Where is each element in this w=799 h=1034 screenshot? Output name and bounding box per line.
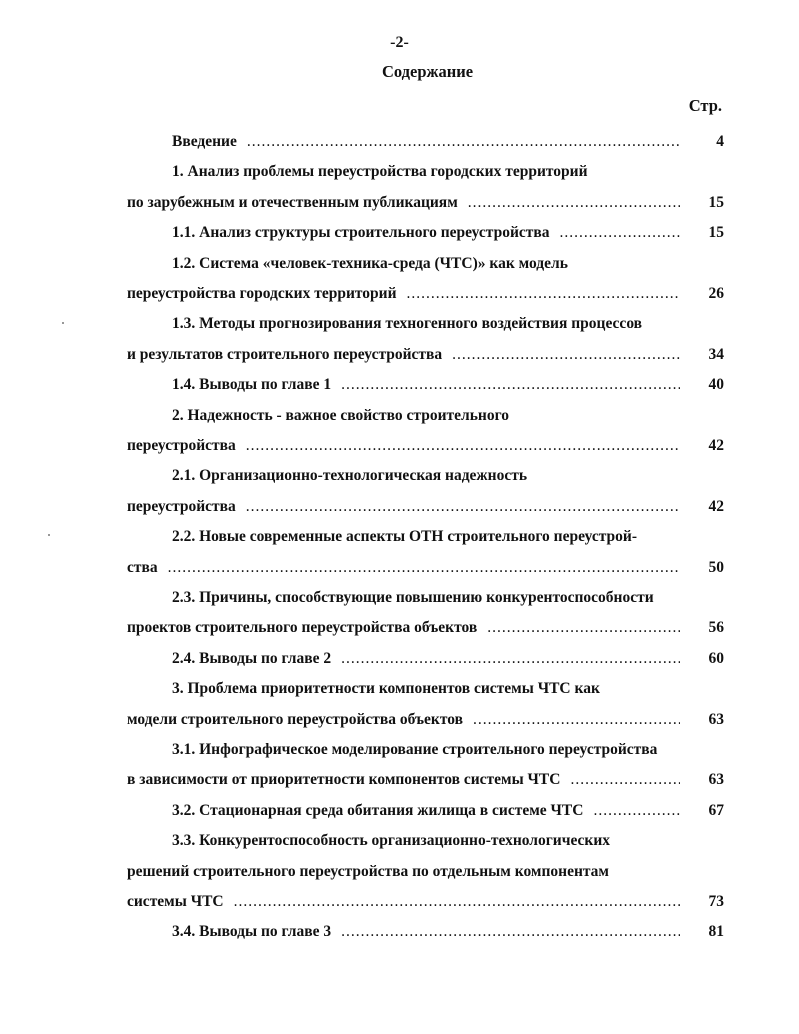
toc-entry-text: 3.4. Выводы по главе 3 (172, 923, 332, 940)
toc-page-number: 15 (708, 194, 724, 211)
toc-entry-text: 1.2. Система «человек-техника-среда (ЧТС)» как модель (172, 255, 568, 272)
toc-page-number: 4 (716, 133, 724, 150)
toc-entry-text: 2.2. Новые современные аспекты ОТН строительного переустрой- (172, 528, 637, 545)
toc-entry-text: переустройства (127, 498, 236, 515)
toc-entry-text: системы ЧТС (127, 893, 224, 910)
toc-entry-text: 1.1. Анализ структуры строительного переустройства (172, 224, 550, 241)
dot-leader (452, 345, 680, 365)
pages-column-label: Стр. (688, 96, 722, 115)
toc-entry-line (127, 345, 686, 365)
dot-leader (473, 710, 680, 730)
toc-entry-text: 1. Анализ проблемы переустройства городских территорий (172, 163, 588, 180)
dot-leader (234, 892, 680, 912)
dot-leader (168, 558, 680, 578)
page-number: -2- (390, 34, 409, 51)
toc-entry-text: 3.3. Конкурентоспособность организационно-технологических (172, 832, 611, 849)
toc-entry-text: 2.1. Организационно-технологическая надежность (172, 467, 528, 484)
dot-leader (487, 618, 680, 638)
toc-entry-text: модели строительного переустройства объектов (127, 711, 463, 728)
toc-page-number: 15 (708, 224, 724, 241)
dot-leader (570, 770, 680, 790)
toc-entry-line (127, 770, 686, 790)
toc-page-number: 60 (708, 650, 724, 667)
toc-page-number: 40 (708, 376, 724, 393)
dot-leader (246, 436, 680, 456)
dot-leader (246, 497, 680, 517)
toc-entry-text: по зарубежным и отечественным публикациям (127, 194, 458, 211)
scan-speck (48, 534, 50, 536)
toc-entry-text: 3.1. Инфографическое моделирование строительного переустройства (172, 741, 658, 758)
dot-leader (341, 375, 680, 395)
scan-speck (62, 322, 64, 324)
toc-page-number: 81 (708, 923, 724, 940)
toc-entry-line (127, 892, 686, 912)
toc-entry-line (127, 710, 686, 730)
toc-entry-line (172, 223, 686, 243)
toc-entry-text: 3.2. Стационарная среда обитания жилища в системе ЧТС (172, 802, 584, 819)
toc-entry-line (127, 558, 686, 578)
toc-entry-text: 2.3. Причины, способствующие повышению конкурентоспособности (172, 589, 654, 606)
toc-page-number: 34 (708, 346, 724, 363)
dot-leader (593, 801, 680, 821)
toc-entry-line (127, 618, 686, 638)
toc-entry-text: 2. Надежность - важное свойство строительного (172, 407, 510, 424)
toc-entry-text: Введение (172, 133, 237, 150)
toc-entry-text: в зависимости от приоритетности компонентов системы ЧТС (127, 771, 561, 788)
toc-entry-line (127, 284, 686, 304)
toc-entry-line (172, 375, 686, 395)
toc-page-number: 50 (708, 559, 724, 576)
toc-entry-text: ства (127, 559, 158, 576)
toc-entry-text: и результатов строительного переустройства (127, 346, 443, 363)
dot-leader (247, 132, 680, 152)
toc-entry-text: решений строительного переустройства по отдельным компонентам (127, 863, 609, 880)
toc-entry-line (172, 132, 686, 152)
toc-page-number: 63 (708, 711, 724, 728)
toc-entry-text: проектов строительного переустройства объектов (127, 619, 478, 636)
toc-entry-text: 1.3. Методы прогнозирования техногенного воздействия процессов (172, 315, 643, 332)
toc-entry-line (127, 436, 686, 456)
toc-page-number: 63 (708, 771, 724, 788)
dot-leader (560, 223, 680, 243)
toc-entry-line (127, 193, 686, 213)
toc-page-number: 42 (708, 498, 724, 515)
toc-entry-text: переустройства городских территорий (127, 285, 397, 302)
dot-leader (468, 193, 680, 213)
toc-entry-line (172, 922, 686, 942)
toc-entry-text: 1.4. Выводы по главе 1 (172, 376, 332, 393)
toc-entry-line (172, 801, 686, 821)
toc-page-number: 26 (708, 285, 724, 302)
toc-page-number: 73 (708, 893, 724, 910)
dot-leader (341, 649, 680, 669)
toc-page-number: 56 (708, 619, 724, 636)
toc-entry-line (172, 649, 686, 669)
dot-leader (407, 284, 680, 304)
dot-leader (341, 922, 680, 942)
toc-page-number: 42 (708, 437, 724, 454)
toc-entry-line (127, 497, 686, 517)
page-title: Содержание (381, 62, 474, 81)
toc-page-number: 67 (708, 802, 724, 819)
toc-entry-text: 3. Проблема приоритетности компонентов системы ЧТС как (172, 680, 600, 697)
toc-entry-text: переустройства (127, 437, 236, 454)
toc-entry-text: 2.4. Выводы по главе 2 (172, 650, 332, 667)
